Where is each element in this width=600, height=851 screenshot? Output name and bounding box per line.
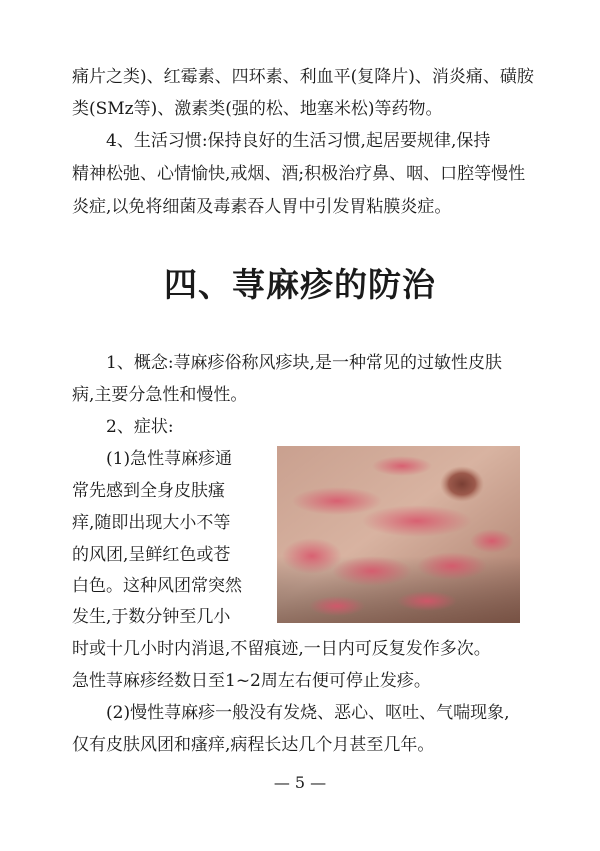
paragraph-line: 病,主要分急性和慢性。 <box>72 385 248 405</box>
paragraph-line: 时或十几小时内消退,不留痕迹,一日内可反复发作多次。 <box>72 639 491 659</box>
urticaria-skin-photo <box>277 446 520 623</box>
subsection-heading: 2、症状: <box>106 417 174 437</box>
page-number: — 5 — <box>273 773 327 792</box>
paragraph-line: (2)慢性荨麻疹一般没有发烧、恶心、呕吐、气喘现象, <box>106 703 510 723</box>
paragraph-line: 仅有皮肤风团和瘙痒,病程长达几个月甚至几年。 <box>72 735 435 755</box>
paragraph-line: 痒,随即出现大小不等 <box>72 513 231 533</box>
paragraph-line: 急性荨麻疹经数日至1~2周左右便可停止发疹。 <box>72 671 431 691</box>
paragraph-line: 痛片之类)、红霉素、四环素、利血平(复降片)、消炎痛、磺胺 <box>72 67 534 87</box>
paragraph-line: 炎症,以免将细菌及毒素吞人胃中引发胃粘膜炎症。 <box>72 197 452 217</box>
paragraph-line: (1)急性荨麻疹通 <box>106 449 233 469</box>
section-title: 四、荨麻疹的防治 <box>164 265 436 304</box>
paragraph-line: 的风团,呈鲜红色或苍 <box>72 545 231 565</box>
paragraph-line: 4、生活习惯:保持良好的生活习惯,起居要规律,保持 <box>106 131 491 151</box>
paragraph-line: 类(SMz等)、激素类(强的松、地塞米松)等药物。 <box>72 99 443 119</box>
paragraph-line: 发生,于数分钟至几小 <box>72 607 231 627</box>
paragraph-line: 精神松弛、心情愉快,戒烟、酒;积极治疗鼻、咽、口腔等慢性 <box>72 164 526 184</box>
paragraph-line: 1、概念:荨麻疹俗称风疹块,是一种常见的过敏性皮肤 <box>106 353 502 373</box>
paragraph-line: 常先感到全身皮肤瘙 <box>72 481 225 501</box>
paragraph-line: 白色。这种风团常突然 <box>72 576 242 596</box>
